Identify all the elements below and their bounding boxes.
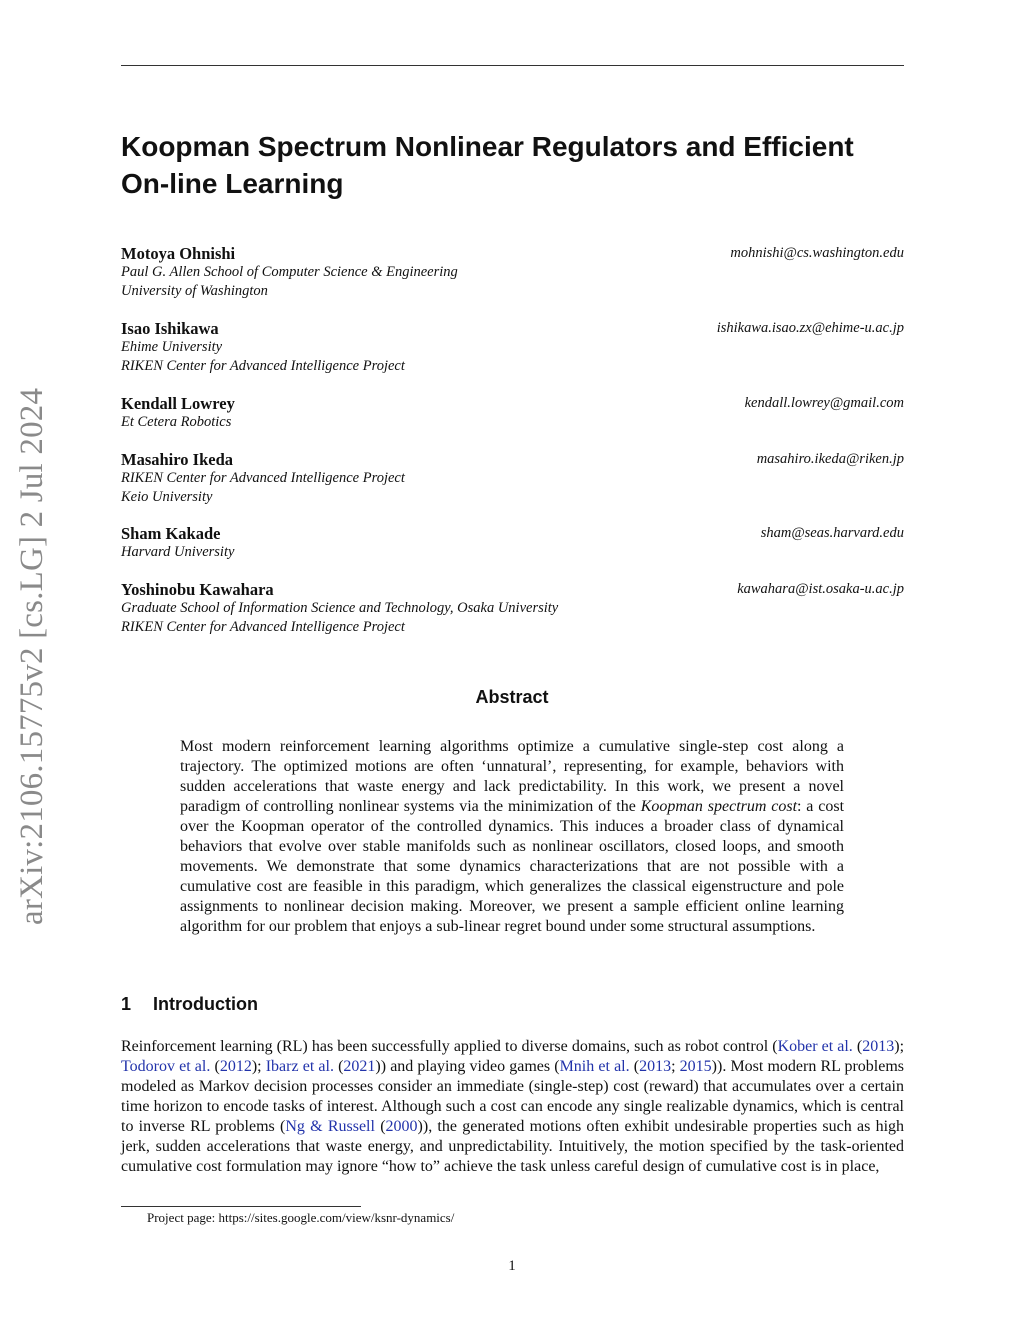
intro-text: ( [210,1058,220,1075]
footnote-rule [121,1206,361,1207]
citation-link[interactable]: Mnih et al. [559,1058,630,1075]
author-affiliation: University of Washington [121,283,268,299]
author-affiliation: Keio University [121,489,213,505]
author-email: ishikawa.isao.zx@ehime-u.ac.jp [716,320,904,336]
section-title: Introduction [153,994,258,1014]
abstract-heading: Abstract [475,687,549,707]
intro-text: Reinforcement learning (RL) has been successfully applied to diverse domains, such as robot control ( [121,1038,778,1055]
citation-link[interactable]: Ng & Russell [285,1118,375,1135]
author-block [121,580,904,637]
author-affiliation: Et Cetera Robotics [121,414,232,430]
page-number: 1 [508,1258,516,1274]
author-affiliation: Ehime University [121,339,223,355]
intro-text: )) and playing video games ( [375,1058,560,1075]
author-affiliation: Harvard University [121,544,235,560]
intro-text: ; [671,1058,680,1075]
intro-paragraph [121,1037,904,1177]
author-block [121,524,904,562]
citation-link[interactable]: 2012 [219,1058,252,1075]
author-block [121,319,904,376]
intro-text: ); [251,1058,266,1075]
section-number: 1 [121,994,132,1014]
author-block [121,450,904,507]
author-name: Kendall Lowrey [121,394,235,413]
citation-link[interactable]: Todorov et al. [121,1058,211,1075]
abstract-text [180,737,844,937]
author-affiliation: RIKEN Center for Advanced Intelligence Project [121,619,405,635]
intro-text: ( [333,1058,344,1075]
citation-link[interactable]: 2013 [639,1058,672,1075]
citation-link[interactable]: Ibarz et al. [265,1058,334,1075]
author-email: masahiro.ikeda@riken.jp [756,451,904,467]
citation-link[interactable]: 2021 [343,1058,376,1075]
citation-link[interactable]: 2015 [679,1058,712,1075]
citation-link[interactable]: 2000 [385,1118,418,1135]
section-heading [121,994,258,1015]
intro-text: ( [852,1038,863,1055]
author-affiliation: RIKEN Center for Advanced Intelligence Project [121,470,405,486]
arxiv-side-stamp: arXiv:2106.15775v2 [cs.LG] 2 Jul 2024 [14,387,50,925]
abstract-text-part: : a cost over the Koopman operator of the controlled dynamics. This induces a broader class of dynamical behaviors that evolve over stable manifolds such as nonlinear oscillators, closed loops, and smooth movements. We demonstrate that some dynamics characterizations that are not possible with a cumulative cost are feasible in this paradigm, which generalizes the classical eigenstructure and pole assignments to nonlinear decision making. Moreover, we present a sample efficient online learning algorithm for our problem that enjoys a sub-linear regret bound under some structural assumptions. [180,798,845,935]
intro-text: ); [894,1038,905,1055]
citation-link[interactable]: 2013 [862,1038,895,1055]
intro-text: )), the generated motions often exhibit undesirable properties such as high jerk, sudden accelerations that waste energy, and unpredictability. Intuitively, the motion specified by the task-oriented cumulative cost formulation may ignore “how to” achieve the task unless careful design of cumulative cost is in place, [121,1118,905,1175]
intro-text: ( [629,1058,640,1075]
intro-text: )). Most modern RL problems modeled as Markov decision processes consider an immediate (single-step) cost (reward) that accumulates over a certain time horizon to encode tasks of interest. Although such a cost can encode any single realizable dynamics, which is central to inverse RL problems ( [121,1058,905,1135]
author-name: Sham Kakade [121,524,221,543]
author-email: kawahara@ist.osaka-u.ac.jp [737,581,904,597]
abstract-emphasis: Koopman spectrum cost [640,798,798,815]
author-affiliation: RIKEN Center for Advanced Intelligence Project [121,358,405,374]
footnote: Project page: https://sites.google.com/view/ksnr-dynamics/ [147,1210,455,1225]
author-name: Yoshinobu Kawahara [121,580,274,599]
author-block [121,394,904,432]
author-name: Isao Ishikawa [121,319,219,338]
author-block [121,244,904,301]
paper-title: Koopman Spectrum Nonlinear Regulators and Efficient On-line Learning [121,131,854,199]
top-rule [121,65,904,66]
author-name: Motoya Ohnishi [121,244,236,263]
citation-link[interactable]: Kober et al. [777,1038,853,1055]
author-email: sham@seas.harvard.edu [760,525,904,541]
author-name: Masahiro Ikeda [121,450,234,469]
author-affiliation: Graduate School of Information Science and Technology, Osaka University [121,600,559,616]
author-affiliation: Paul G. Allen School of Computer Science & Engineering [121,264,458,280]
author-email: kendall.lowrey@gmail.com [744,395,904,411]
abstract-text-part: Most modern reinforcement learning algorithms optimize a cumulative single-step cost along a trajectory. The optimized motions are often ‘unnatural’, representing, for example, behaviors with sudden accelerations that waste energy and lack predictability. In this work, we present a novel paradigm of controlling nonlinear systems via the minimization of the [180,738,844,815]
author-email: mohnishi@cs.washington.edu [730,245,904,261]
intro-text: ( [374,1118,386,1135]
